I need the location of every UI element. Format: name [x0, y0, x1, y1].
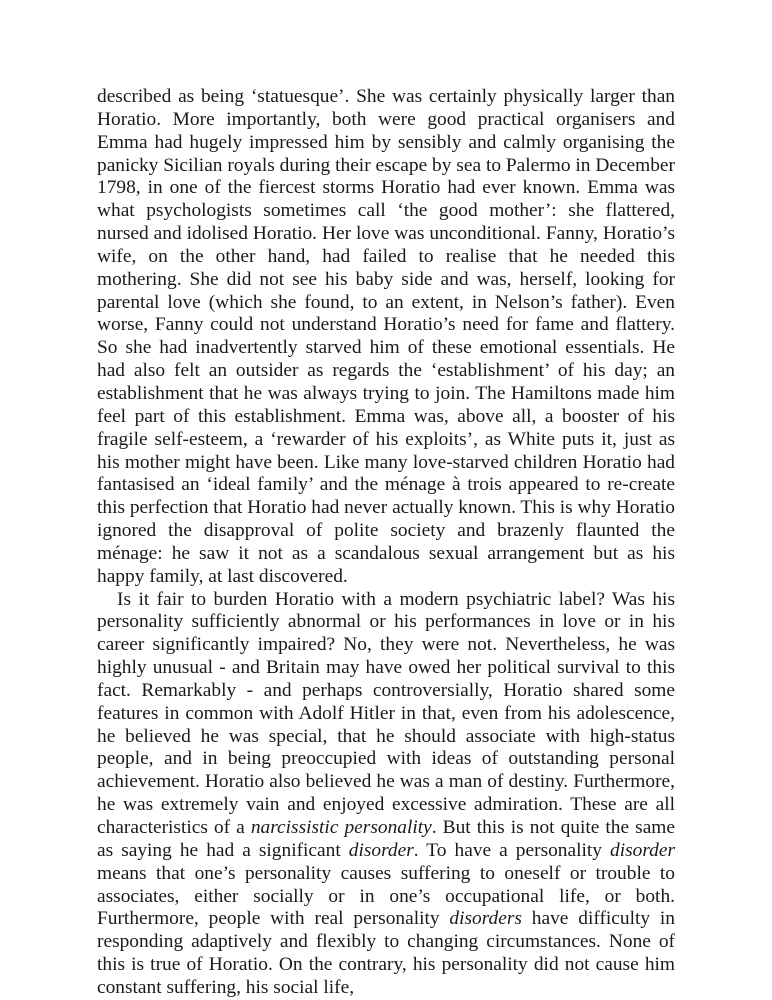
- text-run: means that one’s personality causes suffering to oneself or trouble to associates, either socially or in one’s occupational life, or both. Furthermore, people with real personality: [97, 862, 675, 930]
- italic-term-disorder: disorder: [610, 839, 676, 861]
- text-run: Is it fair to burden Horatio with a modern psychiatric label? Was his personality sufficiently abnormal or his performances in love or in his career significantly impaired? No, they were not. Nevertheless, he was highly unusual - and Britain may have owed her political survival to this fact. Remarkably - and perhaps controversially, Horatio shared some features in common with Adolf Hitler in that, even from his adolescence, he believed he was special, that he should associate with high-status people, and in being preoccupied with ideas of outstanding personal achievement. Horatio also believed he was a man of destiny. Furthermore, he was extremely vain and enjoyed excessive admiration. These are all characteristics of a: [97, 588, 675, 838]
- text-run: . But this is not quite the same as saying he had a significant: [97, 817, 675, 861]
- italic-term-disorder: disorder: [348, 839, 414, 861]
- text-run: described as being ‘statuesque’. She was certainly physically larger than Horatio. More importantly, both were good practical organisers and Emma had hugely impressed him by sensibly and calmly organising the panicky Sicilian royals during their escape by sea to Palermo in December 1798, in one of the fiercest storms Horatio had ever known. Emma was what psychologists sometimes call ‘the good mother’: she flattered, nursed and idolised Horatio. Her love was unconditional. Fanny, Horatio’s wife, on the other hand, had failed to realise that he needed this mothering. She did not see his baby side and was, herself, looking for parental love (which she found, to an extent, in Nelson’s father). Even worse, Fanny could not understand Horatio’s need for fame and flattery. So she had inadvertently starved him of these emotional essentials. He had also felt an outsider as regards the ‘establishment’ of his day; an establishment that he was always trying to join. The Hamiltons made him feel part of this establishment. Emma was, above all, a booster of his fragile self-esteem, a ‘rewarder of his exploits’, as White puts it, just as his mother might have been. Like many love-starved children Horatio had fantasised an ‘ideal family’ and the ménage à trois appeared to re-create this perfection that Horatio had never actually known. This is why Horatio ignored the disapproval of polite society and brazenly flaunted the ménage: he saw it not as a scandalous sexual arrangement but as his happy family, at last discovered.: [97, 86, 675, 587]
- paragraph-2: [97, 589, 675, 1000]
- italic-term-narcissistic-personality: narcissistic personality: [250, 817, 432, 838]
- text-run: . To have a personality: [413, 839, 611, 861]
- italic-term-disorders: disorders: [449, 908, 522, 930]
- page-body: [97, 86, 675, 1000]
- paragraph-1: [97, 86, 675, 589]
- text-run: have difficulty in responding adaptively and flexibly to changing circumstances. None of this is true of Horatio. On the contrary, his personality did not cause him constant suffering, his social life,: [97, 908, 675, 998]
